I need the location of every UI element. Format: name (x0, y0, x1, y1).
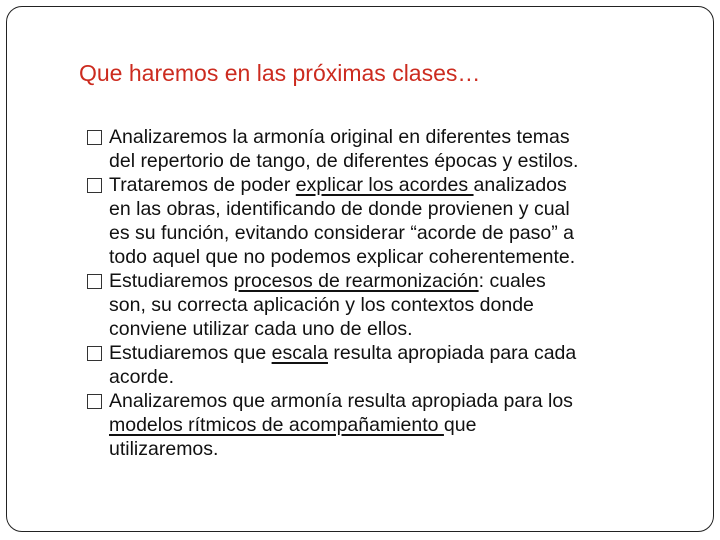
checkbox-square-icon (87, 394, 102, 409)
underlined-term: modelos rítmicos de acompañamiento (109, 414, 444, 436)
bullet-line: Analizaremos que armonía resulta apropiada para los (109, 390, 573, 412)
checkbox-square-icon (87, 346, 102, 361)
slide-title: Que haremos en las próximas clases… (79, 60, 481, 86)
bullet-line (109, 413, 707, 437)
bullet-text-segment: analizados (473, 174, 567, 196)
bullet-list (87, 125, 707, 461)
slide-frame (6, 6, 714, 532)
bullet-line (109, 341, 707, 365)
checkbox-square-icon (87, 130, 102, 145)
bullet-line: es su función, evitando considerar “acorde de paso” a (109, 222, 575, 244)
bullet-text-segment: : cuales (478, 270, 546, 292)
bullet-text-segment: Estudiaremos (109, 270, 234, 292)
bullet-text-segment: Trataremos de poder (109, 174, 296, 196)
bullet-text-segment: resulta apropiada para cada (327, 342, 577, 364)
bullet-line: Analizaremos la armonía original en diferentes temas (109, 126, 570, 148)
bullet-item-modelos-ritmicos (87, 389, 707, 461)
underlined-term: explicar los acordes (295, 174, 474, 196)
bullet-line: acorde. (109, 366, 175, 388)
bullet-line: todo aquel que no podemos explicar coherentemente. (109, 246, 576, 268)
bullet-text-segment: Estudiaremos que (109, 342, 272, 364)
bullet-line: utilizaremos. (109, 438, 219, 460)
bullet-item-rearmonizacion (87, 269, 707, 341)
bullet-line: en las obras, identificando de donde provienen y cual (109, 198, 570, 220)
checkbox-square-icon (87, 178, 102, 193)
bullet-line (109, 269, 707, 293)
bullet-line: son, su correcta aplicación y los contextos donde (109, 294, 534, 316)
bullet-item-armonia-original (87, 125, 707, 173)
underlined-term: escala (271, 342, 328, 364)
bullet-text-segment: que (443, 414, 477, 436)
bullet-line: del repertorio de tango, de diferentes épocas y estilos. (109, 150, 579, 172)
underlined-term: procesos de rearmonización (233, 270, 479, 292)
bullet-item-explicar-acordes (87, 173, 707, 269)
bullet-item-escala (87, 341, 707, 389)
checkbox-square-icon (87, 274, 102, 289)
bullet-line: conviene utilizar cada uno de ellos. (109, 318, 413, 340)
bullet-line (109, 173, 707, 197)
